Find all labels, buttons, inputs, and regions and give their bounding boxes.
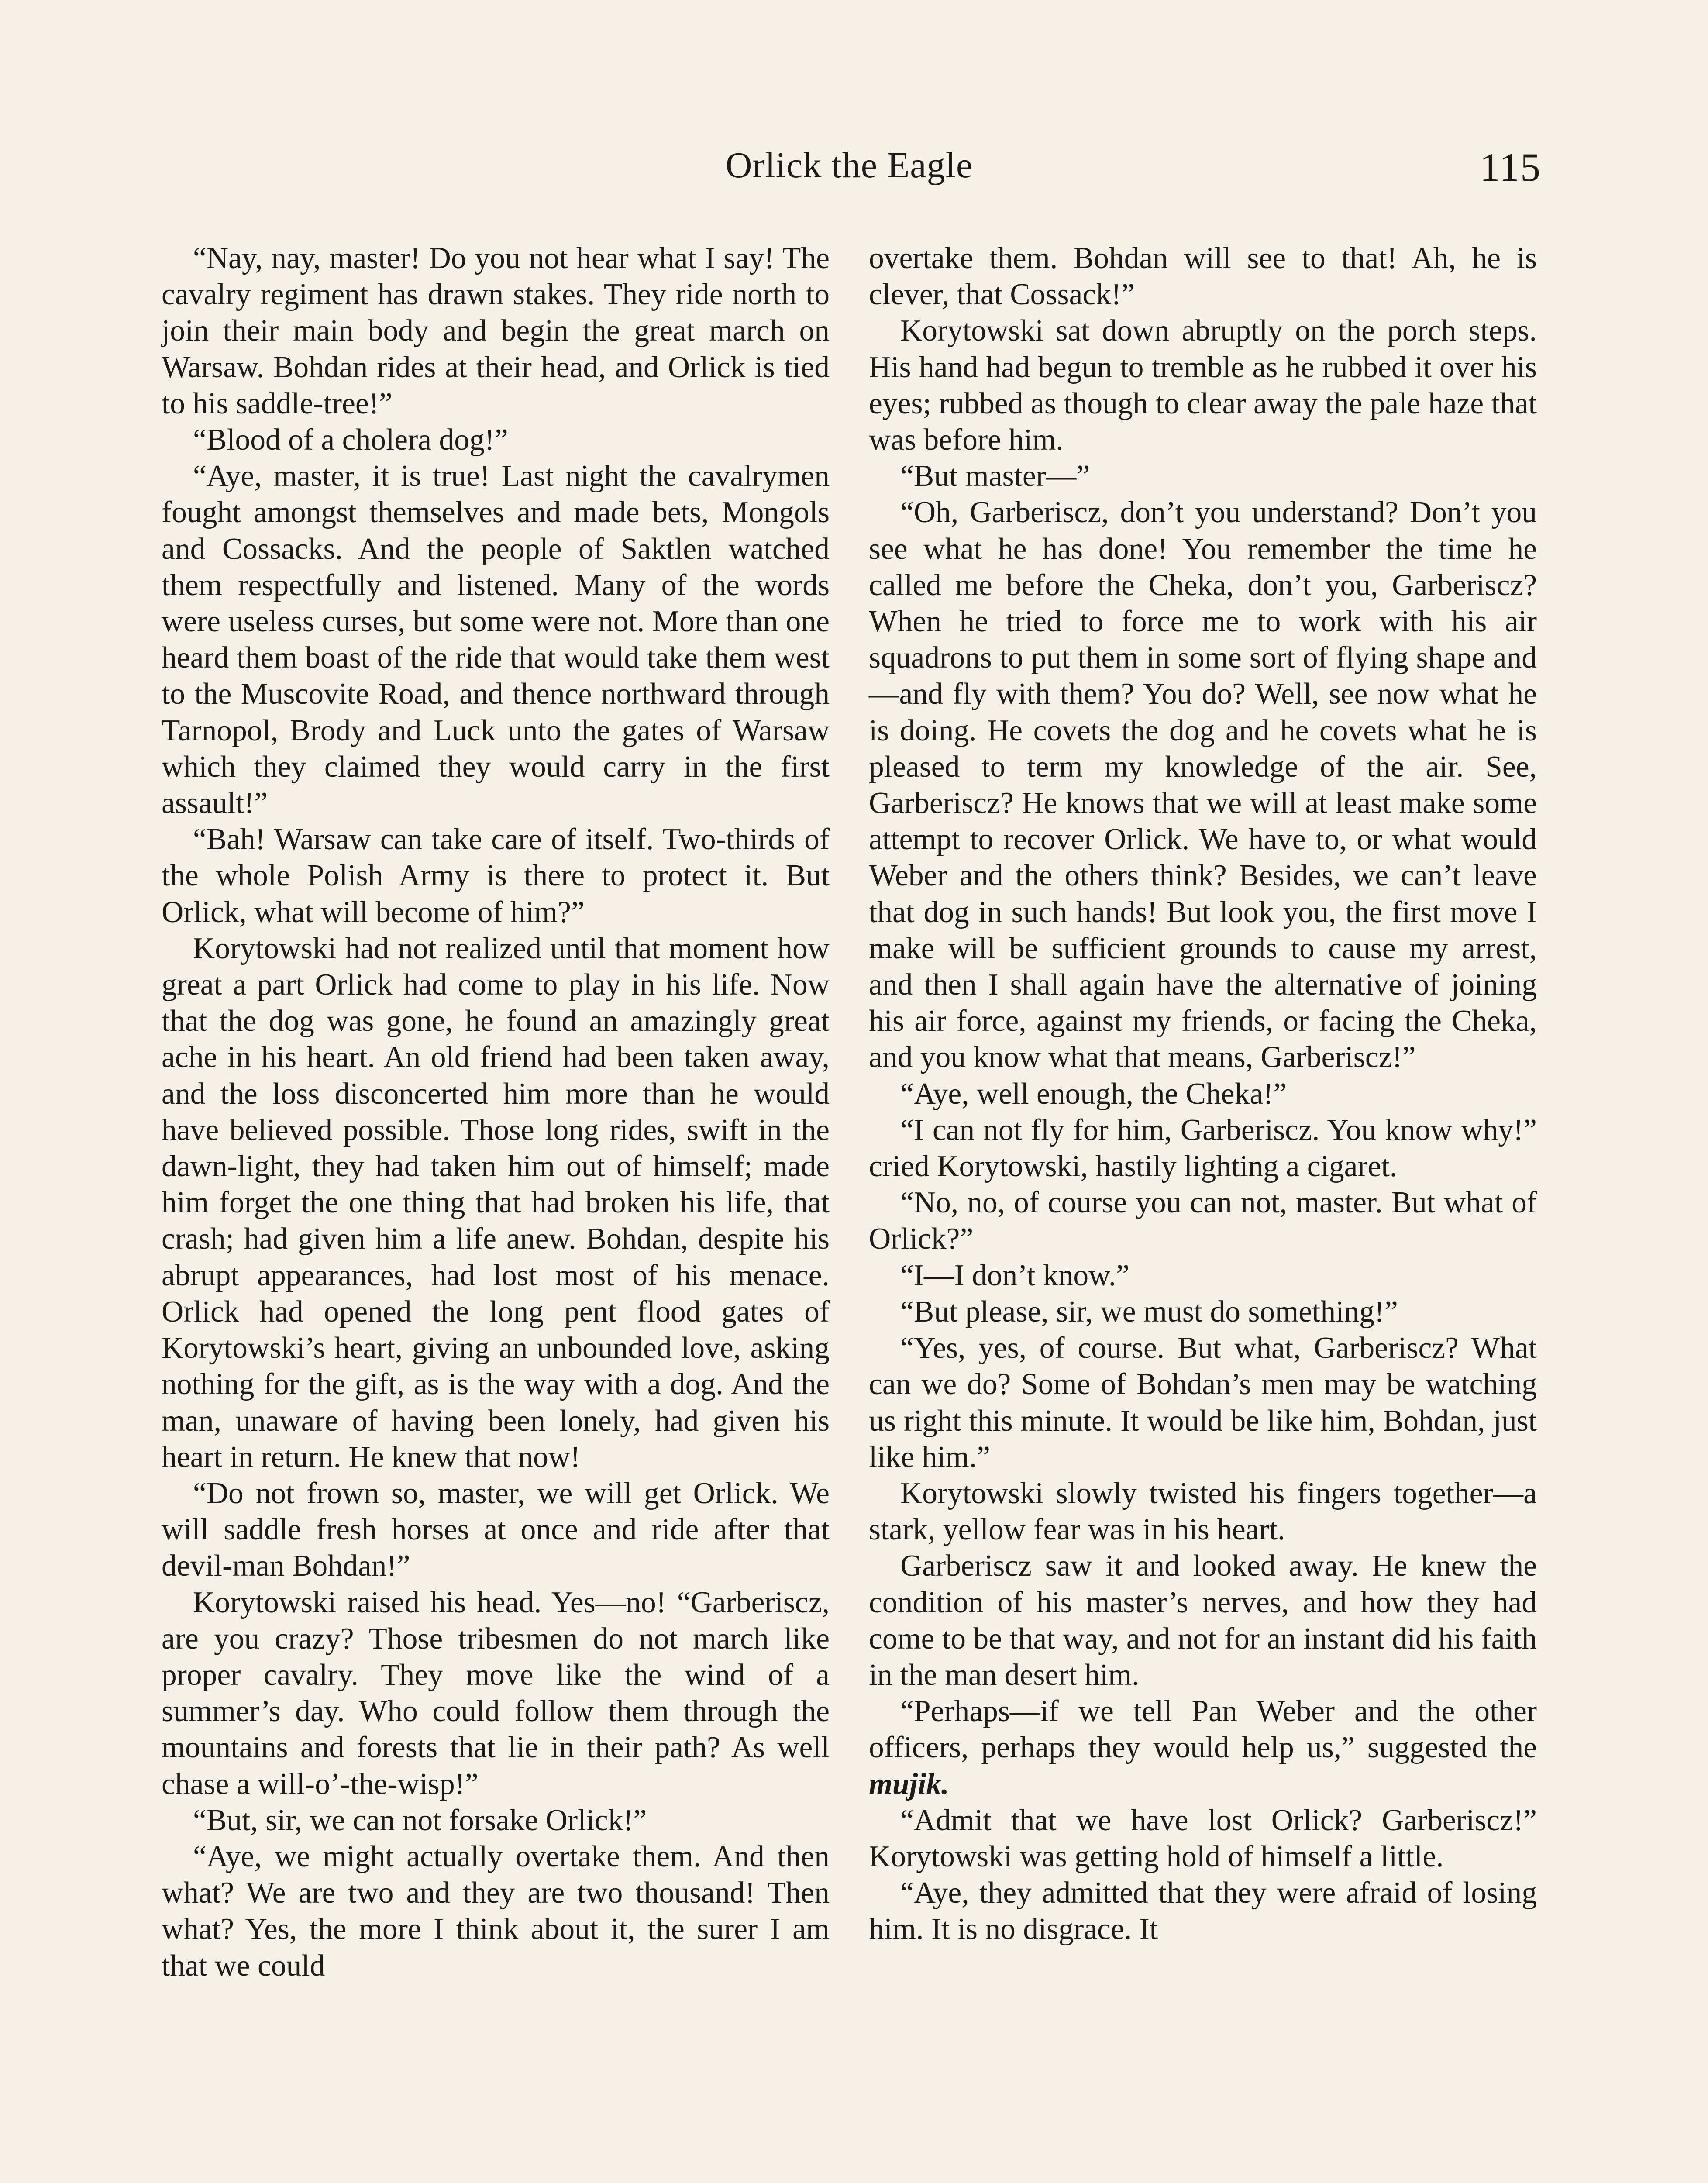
paragraph: Korytowski raised his head. Yes—no! “Garberiscz, are you crazy? Those tribesmen do not march like proper cavalry. They move like the wind of a summer’s day. Who could follow them through the mountains and forests that lie in their path? As well chase a will-o’-the-wisp!” xyxy=(162,1585,830,1801)
paragraph: “Aye, they admitted that they were afraid of losing him. It is no disgrace. It xyxy=(869,1876,1537,1946)
page-header xyxy=(157,144,1541,210)
paragraph-continuation: overtake them. Bohdan will see to that! Ah, he is clever, that Cossack!” xyxy=(869,241,1537,312)
paragraph: “But master—” xyxy=(900,459,1090,493)
paragraph: “Aye, we might actually overtake them. And then what? We are two and they are two thousand! Then what? Yes, the more I think about it, the surer I am that we could xyxy=(162,1839,830,1983)
paragraph: “Aye, well enough, the Cheka!” xyxy=(900,1077,1287,1111)
paragraph: “Nay, nay, master! Do you not hear what I say! The cavalry regiment has drawn stakes. They ride north to join their main body and begin the great march on Warsaw. Bohdan rides at their head, and Orlick is tied to his saddle-tree!” xyxy=(162,241,830,420)
running-head: Orlick the Eagle xyxy=(725,145,973,186)
right-column xyxy=(869,240,1537,1948)
left-column xyxy=(162,240,830,1984)
paragraph: “Do not frown so, master, we will get Orlick. We will saddle fresh horses at once and ride after that devil-man Bohdan!” xyxy=(162,1476,830,1583)
page-number: 115 xyxy=(1480,145,1541,189)
paragraph: “I—I don’t know.” xyxy=(900,1258,1129,1292)
paragraph: “Bah! Warsaw can take care of itself. Two-thirds of the whole Polish Army is there to protect it. But Orlick, what will become of him?” xyxy=(162,823,830,929)
paragraph: “Blood of a cholera dog!” xyxy=(193,423,508,457)
paragraph: “No, no, of course you can not, master. But what of Orlick?” xyxy=(869,1186,1537,1256)
paragraph: “Oh, Garberiscz, don’t you understand? Don’t you see what he has done! You remember the time he called me before the Cheka, don’t you, Garberiscz? When he tried to force me to work with his air squadrons to put them in some sort of flying shape and—and fly with them? You do? Well, see now what he is doing. He covets the dog and he covets what he is pleased to term my knowledge of the air. See, Garberiscz? He knows that we will at least make some attempt to recover Orlick. We have to, or what would Weber and the others think? Besides, we can’t leave that dog in such hands! But look you, the first move I make will be sufficient grounds to cause my arrest, and then I shall again have the alternative of joining his air force, against my friends, or facing the Cheka, and you know what that means, Garberiscz!” xyxy=(869,496,1537,1074)
paragraph: Korytowski slowly twisted his fingers together—a stark, yellow fear was in his heart. xyxy=(869,1476,1537,1547)
paragraph: Garberiscz saw it and looked away. He knew the condition of his master’s nerves, and how they had come to be that way, and not for an instant did his faith in the man desert him. xyxy=(869,1549,1537,1692)
paragraph: “Yes, yes, of course. But what, Garberiscz? What can we do? Some of Bohdan’s men may be watching us right this minute. It would be like him, Bohdan, just like him.” xyxy=(869,1331,1537,1474)
italic-word: mujik. xyxy=(869,1767,949,1801)
paragraph: Korytowski had not realized until that moment how great a part Orlick had come to play in his life. Now that the dog was gone, he found an amazingly great ache in his heart. An old friend had been taken away, and the loss disconcerted him more than he would have believed possible. Those long rides, swift in the dawn-light, they had taken him out of himself; made him forget the one thing that had broken his life, that crash; had given him a life anew. Bohdan, despite his abrupt appearances, had lost most of his menace. Orlick had opened the long pent flood gates of Korytowski’s heart, giving an unbounded love, asking nothing for the gift, as is the way with a dog. And the man, unaware of having been lonely, had given his heart in return. He knew that now! xyxy=(162,931,830,1474)
paragraph: “Admit that we have lost Orlick? Garberiscz!” Korytowski was getting hold of himself a little. xyxy=(869,1803,1537,1873)
paragraph-text: “Perhaps—if we tell Pan Weber and the other officers, perhaps they would help us,” suggested the xyxy=(869,1694,1537,1765)
paragraph: “But, sir, we can not forsake Orlick!” xyxy=(193,1803,647,1837)
paragraph: “I can not fly for him, Garberiscz. You know why!” cried Korytowski, hastily lighting a cigaret. xyxy=(869,1113,1537,1184)
paragraph xyxy=(869,1693,1537,1802)
paragraph: “Aye, master, it is true! Last night the cavalrymen fought amongst themselves and made bets, Mongols and Cossacks. And the people of Saktlen watched them respectfully and listened. Many of the words were useless curses, but some were not. More than one heard them boast of the ride that would take them west to the Muscovite Road, and thence northward through Tarnopol, Brody and Luck unto the gates of Warsaw which they claimed they would carry in the first assault!” xyxy=(162,459,830,820)
paragraph: Korytowski sat down abruptly on the porch steps. His hand had begun to tremble as he rubbed it over his eyes; rubbed as though to clear away the pale haze that was before him. xyxy=(869,314,1537,457)
paragraph: “But please, sir, we must do something!” xyxy=(900,1295,1398,1329)
